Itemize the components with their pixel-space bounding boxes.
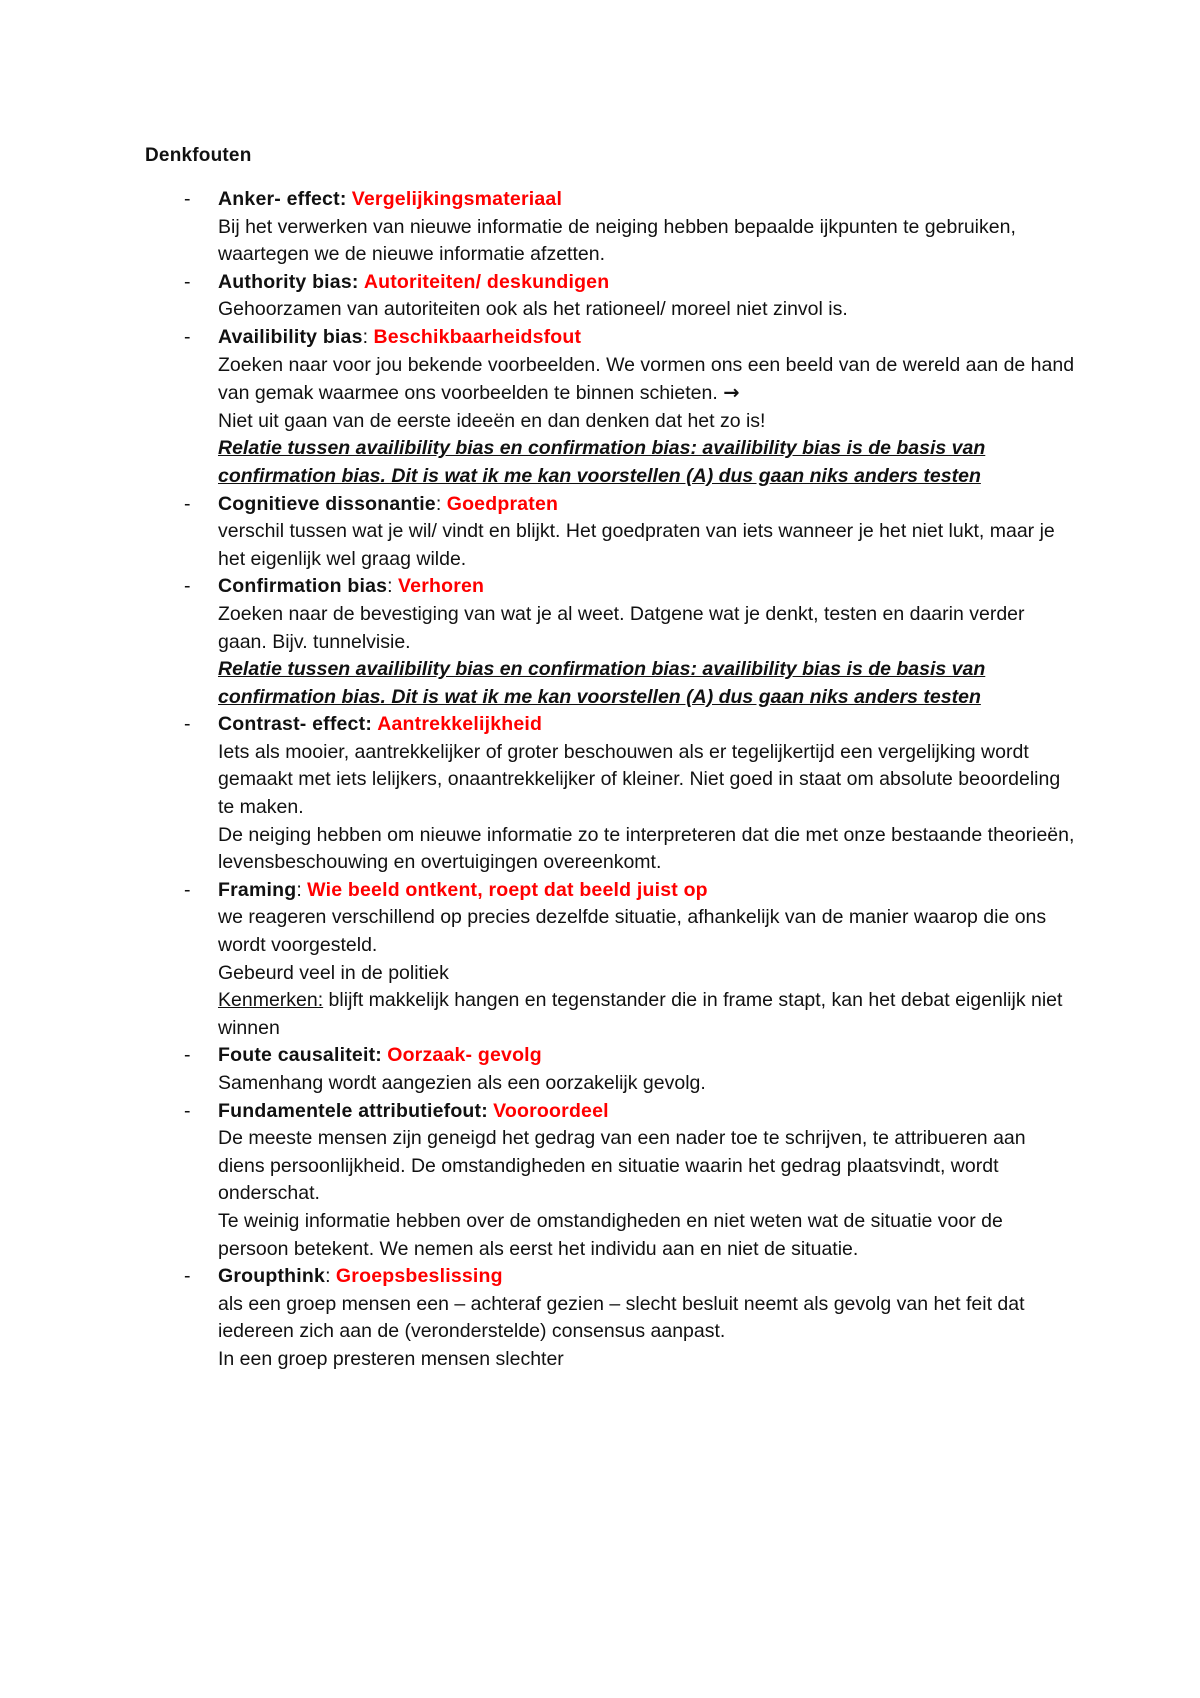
item-separator: : bbox=[362, 325, 369, 348]
item-separator: : bbox=[325, 1265, 331, 1288]
item-description: Gehoorzamen van autoriteiten ook als het rationeel/ moreel niet zinvol is. bbox=[218, 298, 848, 321]
item-term: Foute causaliteit bbox=[218, 1044, 376, 1067]
list-item bbox=[145, 186, 1075, 269]
list-bullet: - bbox=[184, 188, 191, 210]
document-title: Denkfouten bbox=[145, 145, 252, 166]
item-heading bbox=[218, 491, 1075, 519]
item-description: Zoeken naar de bevestiging van wat je al weet. Datgene wat je denkt, testen en daarin verder gaan. Bijv. tunnelvisie. bbox=[218, 602, 1025, 653]
item-heading bbox=[218, 186, 1075, 214]
item-description-extra: Gebeurd veel in de politiek bbox=[218, 961, 449, 984]
list-item bbox=[145, 491, 1075, 574]
item-label: Vooroordeel bbox=[493, 1099, 609, 1122]
list-item bbox=[145, 1098, 1075, 1264]
list-bullet: - bbox=[184, 1099, 191, 1122]
item-label: Oorzaak- gevolg bbox=[387, 1044, 542, 1067]
list-bullet: - bbox=[184, 325, 191, 348]
item-term: Authority bias bbox=[218, 270, 352, 293]
item-description-text: Zoeken naar voor jou bekende voorbeelden. We vormen ons een beeld van de wereld aan de hand van gemak waarmee ons voorbeelden te binnen schieten. bbox=[218, 353, 1075, 405]
bias-list bbox=[145, 186, 1075, 1374]
item-term: Confirmation bias bbox=[218, 575, 388, 598]
item-description: De meeste mensen zijn geneigd het gedrag van een nader toe te schrijven, te attribueren aan diens persoonlijkheid. De omstandigheden en situatie waarin het gedrag plaatsvindt, wordt onderschat. bbox=[218, 1127, 1026, 1205]
item-separator: : bbox=[339, 188, 347, 210]
list-item bbox=[145, 877, 1075, 1043]
list-bullet: - bbox=[184, 1044, 191, 1067]
item-description bbox=[218, 352, 1075, 436]
item-separator: : bbox=[296, 878, 302, 901]
list-item bbox=[145, 1263, 1075, 1373]
list-bullet: - bbox=[184, 1265, 191, 1288]
list-item bbox=[145, 573, 1075, 711]
list-item bbox=[145, 269, 1075, 324]
item-heading bbox=[218, 1098, 1075, 1126]
item-label: Beschikbaarheidsfout bbox=[373, 325, 582, 348]
item-separator: : bbox=[351, 270, 359, 293]
item-description: als een groep mensen een – achteraf gezien – slecht besluit neemt als gevolg van het feit dat iedereen zich aan de (veronderstelde) consensus aanpast. bbox=[218, 1292, 1025, 1343]
item-heading bbox=[218, 269, 1075, 297]
item-label: Goedpraten bbox=[446, 492, 559, 515]
item-description: Iets als mooier, aantrekkelijker of groter beschouwen als er tegelijkertijd een vergelijking wordt gemaakt met iets lelijkers, onaantrekkelijker of kleiner. Niet goed in staat om absolute beoordeling te maken. bbox=[218, 740, 1061, 819]
item-term: Cognitieve dissonantie bbox=[218, 492, 436, 515]
list-bullet: - bbox=[184, 878, 191, 901]
item-term: Contrast- effect bbox=[218, 713, 366, 736]
item-term: Framing bbox=[218, 878, 297, 901]
list-item bbox=[145, 711, 1075, 877]
item-label: Vergelijkingsmateriaal bbox=[351, 188, 563, 210]
item-note: Relatie tussen availibility bias en confirmation bias: availibility bias is de basis van confirmation bias. Dit is wat ik me kan voorstellen (A) dus gaan niks anders testen bbox=[218, 437, 986, 487]
item-description-continued: Niet uit gaan van de eerste ideeën en dan denken dat het zo is! bbox=[218, 409, 766, 432]
item-separator: : bbox=[375, 1044, 382, 1067]
list-bullet: - bbox=[184, 713, 191, 736]
item-note: Relatie tussen availibility bias en confirmation bias: availibility bias is de basis van confirmation bias. Dit is wat ik me kan voorstellen (A) dus gaan niks anders testen bbox=[218, 658, 986, 708]
item-term: Fundamentele attributiefout bbox=[218, 1099, 482, 1122]
item-description-extra: De neiging hebben om nieuwe informatie zo te interpreteren dat die met onze bestaande theorieën, levensbeschouwing en overtuigingen overeenkomt. bbox=[218, 823, 1075, 874]
item-heading bbox=[218, 324, 1075, 352]
item-description-extra: Te weinig informatie hebben over de omstandigheden en niet weten wat de situatie voor de persoon betekent. We nemen als eerst het individu aan en niet de situatie. bbox=[218, 1209, 1003, 1260]
list-bullet: - bbox=[184, 492, 191, 515]
item-label: Wie beeld ontkent, roept dat beeld juist op bbox=[307, 878, 708, 901]
item-description: Bij het verwerken van nieuwe informatie de neiging hebben bepaalde ijkpunten te gebruiken, waartegen we de nieuwe informatie afzetten. bbox=[218, 215, 1016, 266]
item-kenmerken bbox=[218, 987, 1075, 1042]
item-term: Groupthink bbox=[218, 1265, 326, 1288]
item-description: Samenhang wordt aangezien als een oorzakelijk gevolg. bbox=[218, 1072, 706, 1094]
item-heading bbox=[218, 711, 1075, 739]
item-label: Aantrekkelijkheid bbox=[377, 713, 543, 736]
item-heading bbox=[218, 877, 1075, 905]
item-label: Autoriteiten/ deskundigen bbox=[363, 270, 610, 293]
arrow-right-icon: → bbox=[723, 381, 740, 405]
item-term: Anker- effect bbox=[218, 188, 340, 210]
item-separator: : bbox=[387, 575, 393, 598]
item-term: Availibility bias bbox=[218, 325, 363, 348]
item-label: Groepsbeslissing bbox=[335, 1265, 503, 1288]
list-bullet: - bbox=[184, 270, 191, 293]
item-label: Verhoren bbox=[398, 575, 485, 598]
item-separator: : bbox=[435, 492, 442, 515]
list-bullet: - bbox=[184, 575, 191, 598]
item-description: verschil tussen wat je wil/ vindt en blijkt. Het goedpraten van iets wanneer je het niet lukt, maar je het eigenlijk wel graag wilde. bbox=[218, 520, 1055, 570]
kenmerken-text: blijft makkelijk hangen en tegenstander die in frame stapt, kan het debat eigenlijk niet winnen bbox=[218, 989, 1063, 1039]
item-separator: : bbox=[365, 713, 372, 736]
list-item bbox=[145, 324, 1075, 491]
item-heading bbox=[218, 1263, 1075, 1291]
item-separator: : bbox=[481, 1099, 488, 1122]
item-heading bbox=[218, 1042, 1075, 1070]
item-heading bbox=[218, 573, 1075, 601]
item-description: we reageren verschillend op precies dezelfde situatie, afhankelijk van de manier waarop die ons wordt voorgesteld. bbox=[218, 906, 1047, 957]
kenmerken-label: Kenmerken: bbox=[218, 989, 324, 1012]
list-item bbox=[145, 1042, 1075, 1097]
item-description-extra: In een groep presteren mensen slechter bbox=[218, 1347, 564, 1370]
